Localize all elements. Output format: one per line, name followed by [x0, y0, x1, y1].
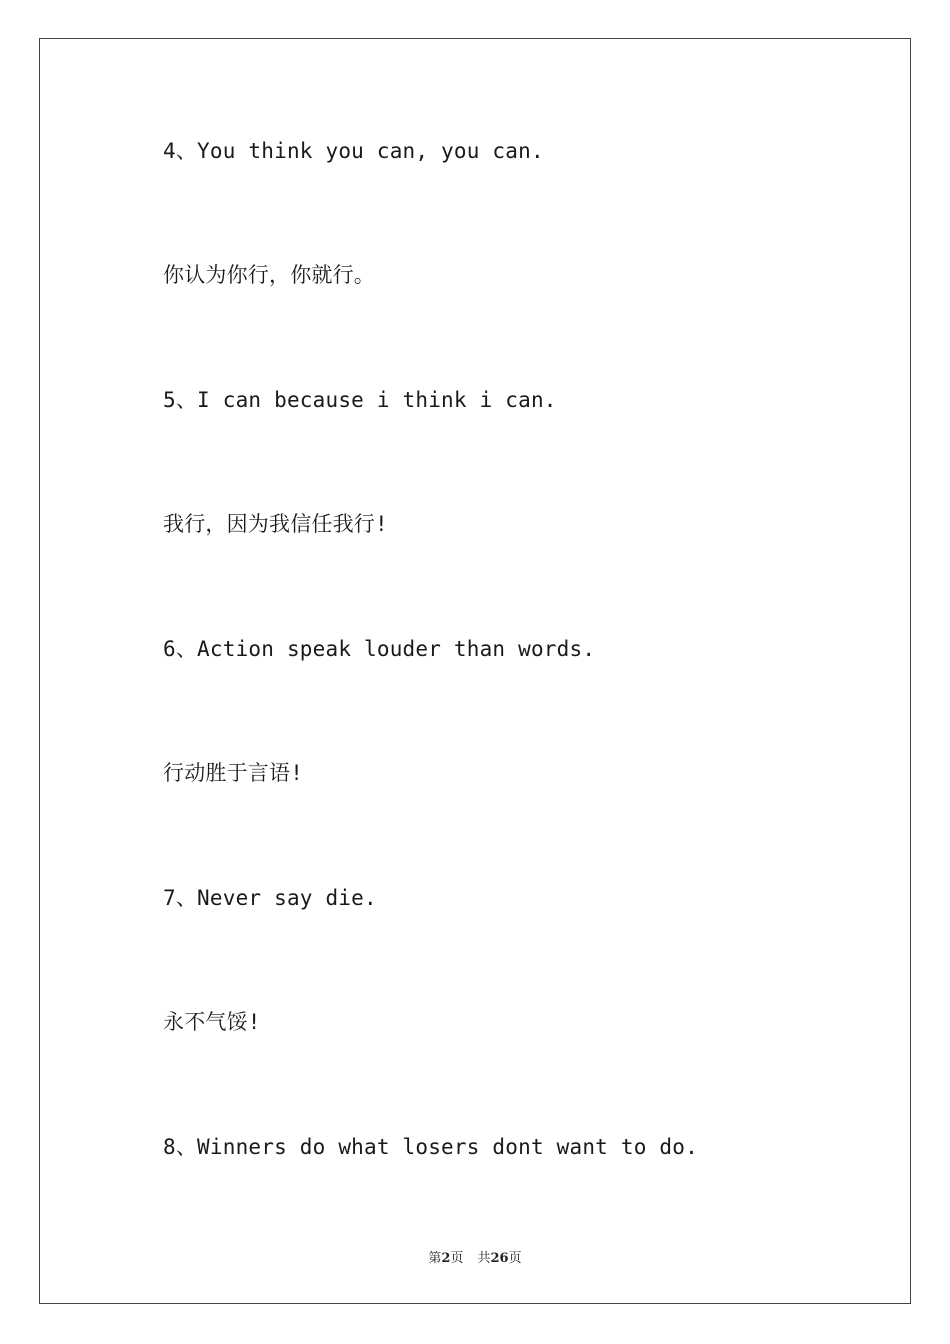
- text-line-quote-7-english: 7、Never say die.: [163, 886, 377, 910]
- footer-total-pages: 26: [490, 1251, 509, 1266]
- page-footer: [0, 1247, 950, 1266]
- footer-total-prefix: 共: [477, 1251, 491, 1266]
- text-line-quote-4-english: 4、You think you can, you can.: [163, 139, 544, 163]
- page-frame: [39, 38, 911, 1304]
- footer-total-suffix: 页: [508, 1251, 522, 1266]
- text-line-quote-8-english: 8、Winners do what losers dont want to do.: [163, 1135, 698, 1159]
- text-line-quote-4-chinese: 你认为你行，你就行。: [163, 263, 375, 287]
- text-line-quote-6-english: 6、Action speak louder than words.: [163, 637, 596, 661]
- footer-page-prefix: 第: [428, 1251, 442, 1266]
- footer-page-suffix: 页: [450, 1251, 464, 1266]
- footer-page-number: 2: [441, 1251, 451, 1266]
- text-line-quote-6-chinese: 行动胜于言语!: [163, 761, 304, 785]
- text-line-quote-7-chinese: 永不气馁!: [163, 1010, 261, 1034]
- text-line-quote-5-chinese: 我行，因为我信任我行!: [163, 512, 388, 536]
- text-line-quote-5-english: 5、I can because i think i can.: [163, 388, 557, 412]
